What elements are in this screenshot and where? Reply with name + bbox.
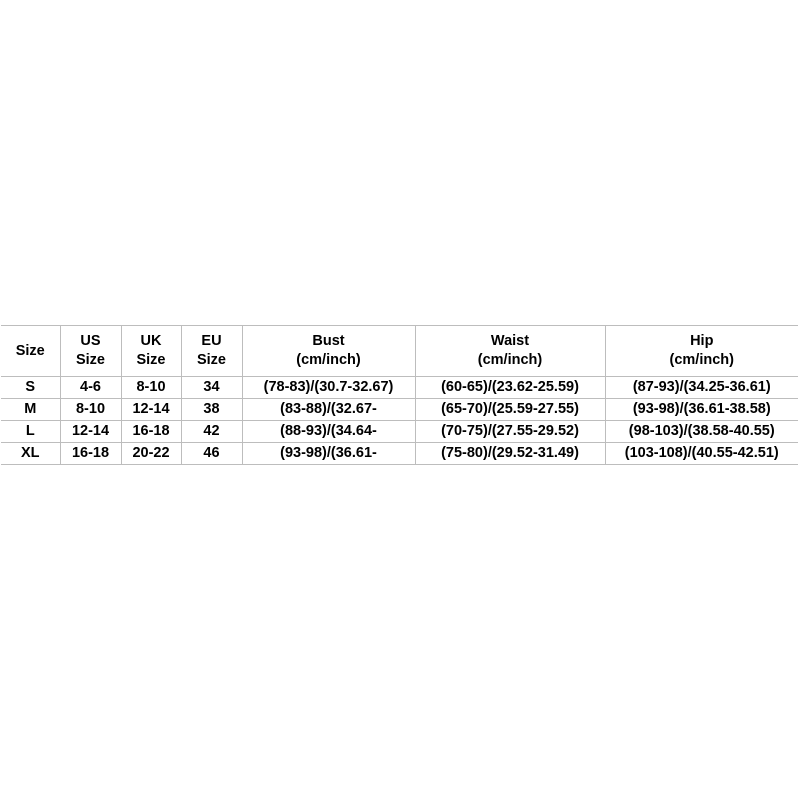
cell-bust: (93-98)/(36.61- xyxy=(242,443,415,465)
cell-waist: (75-80)/(29.52-31.49) xyxy=(415,443,605,465)
header-bust: Bust (cm/inch) xyxy=(242,326,415,377)
header-row xyxy=(1,326,798,377)
cell-hip: (93-98)/(36.61-38.58) xyxy=(605,399,798,421)
header-us-size: US Size xyxy=(60,326,121,377)
cell-hip: (98-103)/(38.58-40.55) xyxy=(605,421,798,443)
cell-size: XL xyxy=(1,443,60,465)
cell-uk-size: 8-10 xyxy=(121,377,181,399)
cell-uk-size: 12-14 xyxy=(121,399,181,421)
cell-uk-size: 16-18 xyxy=(121,421,181,443)
table-row-s xyxy=(1,377,798,399)
cell-hip: (103-108)/(40.55-42.51) xyxy=(605,443,798,465)
cell-hip: (87-93)/(34.25-36.61) xyxy=(605,377,798,399)
cell-waist: (70-75)/(27.55-29.52) xyxy=(415,421,605,443)
cell-bust: (78-83)/(30.7-32.67) xyxy=(242,377,415,399)
cell-eu-size: 38 xyxy=(181,399,242,421)
table-row-l xyxy=(1,421,798,443)
cell-waist: (60-65)/(23.62-25.59) xyxy=(415,377,605,399)
cell-us-size: 4-6 xyxy=(60,377,121,399)
table-row-xl xyxy=(1,443,798,465)
size-chart-header xyxy=(1,326,798,377)
cell-size: M xyxy=(1,399,60,421)
header-eu-size: EU Size xyxy=(181,326,242,377)
cell-eu-size: 34 xyxy=(181,377,242,399)
cell-us-size: 16-18 xyxy=(60,443,121,465)
cell-eu-size: 46 xyxy=(181,443,242,465)
cell-size: L xyxy=(1,421,60,443)
cell-size: S xyxy=(1,377,60,399)
header-waist: Waist (cm/inch) xyxy=(415,326,605,377)
header-size: Size xyxy=(1,326,60,377)
cell-us-size: 8-10 xyxy=(60,399,121,421)
cell-bust: (83-88)/(32.67- xyxy=(242,399,415,421)
header-uk-size: UK Size xyxy=(121,326,181,377)
size-chart-body xyxy=(1,377,798,465)
header-hip: Hip (cm/inch) xyxy=(605,326,798,377)
cell-eu-size: 42 xyxy=(181,421,242,443)
table-row-m xyxy=(1,399,798,421)
cell-uk-size: 20-22 xyxy=(121,443,181,465)
size-chart-table xyxy=(1,325,798,465)
cell-us-size: 12-14 xyxy=(60,421,121,443)
cell-waist: (65-70)/(25.59-27.55) xyxy=(415,399,605,421)
cell-bust: (88-93)/(34.64- xyxy=(242,421,415,443)
